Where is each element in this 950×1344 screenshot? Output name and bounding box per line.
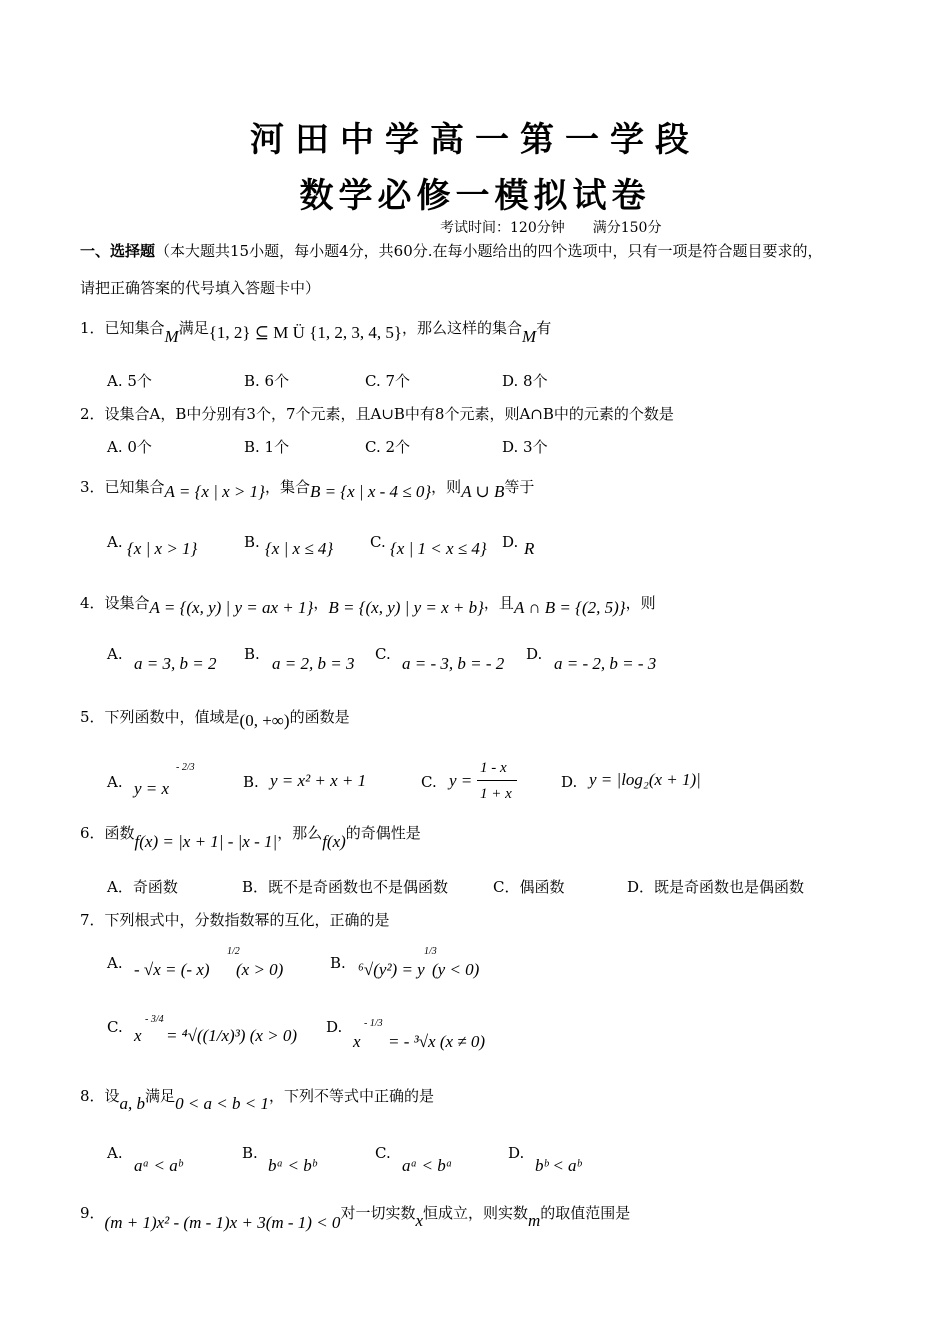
q5-stem-a: 5．下列函数中，值域是 bbox=[80, 708, 240, 726]
q4-stem-b: ， bbox=[313, 594, 329, 612]
q3-stem-d: 等于 bbox=[504, 478, 535, 496]
q9-stem-d: 的取值范围是 bbox=[540, 1204, 631, 1222]
q2-option-a: A. 0个 bbox=[107, 438, 152, 456]
q7-option-a-exponent: 1/2 bbox=[227, 946, 240, 957]
q4-stem-d: ，则 bbox=[625, 594, 656, 612]
q1-stem-d: 有 bbox=[536, 319, 552, 337]
q5-stem-b: 的函数是 bbox=[289, 708, 350, 726]
q4-stem-c: ，且 bbox=[483, 594, 514, 612]
q6-math-2: f(x) bbox=[322, 832, 346, 851]
q8-stem-c: ，下列不等式中正确的是 bbox=[268, 1087, 434, 1105]
q7-option-b-condition: (y < 0) bbox=[432, 960, 480, 979]
q4-option-b-label: B. bbox=[244, 645, 260, 663]
q4-math-1: A = {(x, y) | y = ax + 1} bbox=[149, 598, 314, 617]
q7-option-d-rhs: = - ³√x (x ≠ 0) bbox=[388, 1032, 486, 1051]
q3-option-a-label: A. bbox=[107, 533, 123, 551]
q9-stem-b: 对一切实数 bbox=[340, 1204, 416, 1222]
q5-option-b-label: B. bbox=[243, 773, 259, 791]
q1-stem-a: 1．已知集合 bbox=[80, 319, 165, 337]
q3-math-1: A = {x | x > 1} bbox=[164, 482, 265, 501]
q1-option-c: C. 7个 bbox=[365, 372, 411, 390]
q9-math-2: x bbox=[415, 1211, 423, 1230]
question-8 bbox=[80, 1085, 434, 1113]
q4-option-d-label: D. bbox=[526, 645, 543, 663]
q6-option-d: D．既是奇函数也是偶函数 bbox=[627, 878, 805, 896]
q3-option-d-label: D. bbox=[502, 533, 519, 551]
q5-option-a-label: A. bbox=[107, 773, 123, 791]
exam-info: 考试时间：120分钟 满分150分 bbox=[440, 220, 662, 236]
q4-option-c-label: C. bbox=[375, 645, 391, 663]
q6-option-c: C．偶函数 bbox=[493, 878, 565, 896]
q7-option-a-label: A. bbox=[107, 954, 123, 972]
q4-option-c: a = - 3, b = - 2 bbox=[402, 654, 505, 673]
q7-option-d-exponent: - 1/3 bbox=[364, 1018, 383, 1029]
q2-option-c: C. 2个 bbox=[365, 438, 411, 456]
q7-option-a-base: - √x = (- x) bbox=[134, 960, 210, 979]
q1-math-2: {1, 2} ⊆ M Ü {1, 2, 3, 4, 5} bbox=[208, 323, 403, 342]
q6-option-b: B．既不是奇函数也不是偶函数 bbox=[242, 878, 449, 896]
q1-option-b: B. 6个 bbox=[244, 372, 290, 390]
q8-option-c: aᵃ < bᵃ bbox=[402, 1156, 453, 1175]
exam-title-line2: 数学必修一模拟试卷 bbox=[299, 176, 651, 216]
q5-option-c-denominator: 1 + x bbox=[480, 786, 512, 802]
q3-stem-a: 3．已知集合 bbox=[80, 478, 165, 496]
q5-math-1: (0, +∞) bbox=[239, 711, 290, 730]
q8-stem-a: 8．设 bbox=[80, 1087, 120, 1105]
q7-option-a-condition: (x > 0) bbox=[236, 960, 284, 979]
q4-option-b: a = 2, b = 3 bbox=[272, 654, 355, 673]
section1-instruction-1: （本大题共15小题，每小题4分，共60分.在每小题给出的四个选项中，只有一项是符合题目要求的， bbox=[155, 242, 823, 260]
q3-option-b: {x | x ≤ 4} bbox=[265, 539, 334, 558]
q3-stem-b: ，集合 bbox=[264, 478, 310, 496]
q8-option-b: bᵃ < bᵇ bbox=[268, 1156, 317, 1175]
q7-option-d-label: D. bbox=[326, 1018, 343, 1036]
q3-option-d: R bbox=[524, 539, 535, 558]
q6-option-a: A．奇函数 bbox=[107, 878, 178, 896]
q8-option-c-label: C. bbox=[375, 1144, 391, 1162]
q4-math-2: B = {(x, y) | y = x + b} bbox=[328, 598, 484, 617]
q2-option-b: B. 1个 bbox=[244, 438, 290, 456]
q1-option-a: A. 5个 bbox=[107, 372, 152, 390]
section1-intro bbox=[80, 240, 823, 261]
question-5 bbox=[80, 706, 350, 730]
q7-option-c-base: x bbox=[134, 1026, 142, 1045]
q2-option-d: D. 3个 bbox=[502, 438, 548, 456]
q5-option-a: y = x bbox=[134, 779, 170, 798]
q8-math-1: a, b bbox=[119, 1094, 146, 1113]
q7-option-c-label: C. bbox=[107, 1018, 123, 1036]
q1-stem-b: 满足 bbox=[178, 319, 209, 337]
q5-option-d-label: D. bbox=[561, 773, 578, 791]
question-7: 7．下列根式中，分数指数幂的互化，正确的是 bbox=[80, 911, 390, 929]
q5-option-c-fraction-bar bbox=[477, 780, 517, 781]
q3-option-a: {x | x > 1} bbox=[127, 539, 198, 558]
question-9 bbox=[80, 1202, 631, 1232]
q5-option-a-exponent: - 2/3 bbox=[176, 762, 195, 773]
q7-option-c-rhs: = ⁴√((1/x)³) (x > 0) bbox=[166, 1026, 298, 1045]
question-3 bbox=[80, 476, 535, 501]
q9-stem-a: 9． bbox=[80, 1204, 105, 1222]
q3-math-3: A ∪ B bbox=[461, 482, 505, 501]
q4-option-a-label: A. bbox=[107, 645, 123, 663]
q3-option-c-label: C. bbox=[370, 533, 386, 551]
question-6 bbox=[80, 822, 421, 851]
question-2: 2．设集合A，B中分别有3个，7个元素，且A∪B中有8个元素，则A∩B中的元素的个数是 bbox=[80, 405, 674, 423]
q4-stem-a: 4．设集合 bbox=[80, 594, 150, 612]
q8-option-d-label: D. bbox=[508, 1144, 525, 1162]
q9-math-3: m bbox=[528, 1211, 541, 1230]
q3-math-2: B = {x | x - 4 ≤ 0} bbox=[309, 482, 432, 501]
q5-option-d: y = |log₂(x + 1)| bbox=[589, 770, 701, 789]
q4-option-a: a = 3, b = 2 bbox=[134, 654, 217, 673]
q9-math-1: (m + 1)x² - (m - 1)x + 3(m - 1) < 0 bbox=[104, 1213, 341, 1232]
q3-stem-c: ，则 bbox=[431, 478, 462, 496]
q6-math-1: f(x) = |x + 1| - |x - 1| bbox=[134, 832, 278, 851]
question-1 bbox=[80, 317, 552, 346]
q6-stem-b: ，那么 bbox=[277, 824, 323, 842]
q1-stem-c: ，那么这样的集合 bbox=[402, 319, 523, 337]
q1-math-3: M bbox=[522, 327, 537, 346]
q8-option-a-label: A. bbox=[107, 1144, 123, 1162]
q3-option-b-label: B. bbox=[244, 533, 260, 551]
q5-option-c-numerator: 1 - x bbox=[480, 760, 507, 776]
q8-option-d: bᵇ < aᵇ bbox=[535, 1156, 582, 1175]
section1-heading: 一、选择题 bbox=[80, 242, 156, 260]
q4-option-d: a = - 2, b = - 3 bbox=[554, 654, 657, 673]
question-4 bbox=[80, 592, 656, 617]
q1-math-1: M bbox=[164, 327, 179, 346]
q9-stem-c: 恒成立，则实数 bbox=[423, 1204, 529, 1222]
q8-stem-b: 满足 bbox=[145, 1087, 176, 1105]
q8-option-a: aᵃ < aᵇ bbox=[134, 1156, 183, 1175]
q1-option-d: D. 8个 bbox=[502, 372, 548, 390]
q3-option-c: {x | 1 < x ≤ 4} bbox=[390, 539, 487, 558]
q8-math-2: 0 < a < b < 1 bbox=[175, 1094, 269, 1113]
q7-option-b-exponent: 1/3 bbox=[424, 946, 437, 957]
q8-option-b-label: B. bbox=[242, 1144, 258, 1162]
q5-option-c-lhs: y = bbox=[449, 771, 473, 790]
q7-option-b-label: B. bbox=[330, 954, 346, 972]
q6-stem-c: 的奇偶性是 bbox=[345, 824, 421, 842]
exam-title-line1: 河田中学高一第一学段 bbox=[250, 120, 700, 160]
q7-option-b-base: ⁶√(y²) = y bbox=[358, 960, 425, 979]
q7-option-c-exponent: - 3/4 bbox=[145, 1014, 164, 1025]
q5-option-b: y = x² + x + 1 bbox=[270, 771, 367, 790]
q5-option-c-label: C. bbox=[421, 773, 437, 791]
q7-option-d-base: x bbox=[353, 1032, 361, 1051]
section1-instruction-2: 请把正确答案的代号填入答题卡中） bbox=[80, 279, 321, 297]
q4-math-3: A ∩ B = {(2, 5)} bbox=[513, 598, 626, 617]
q6-stem-a: 6．函数 bbox=[80, 824, 135, 842]
